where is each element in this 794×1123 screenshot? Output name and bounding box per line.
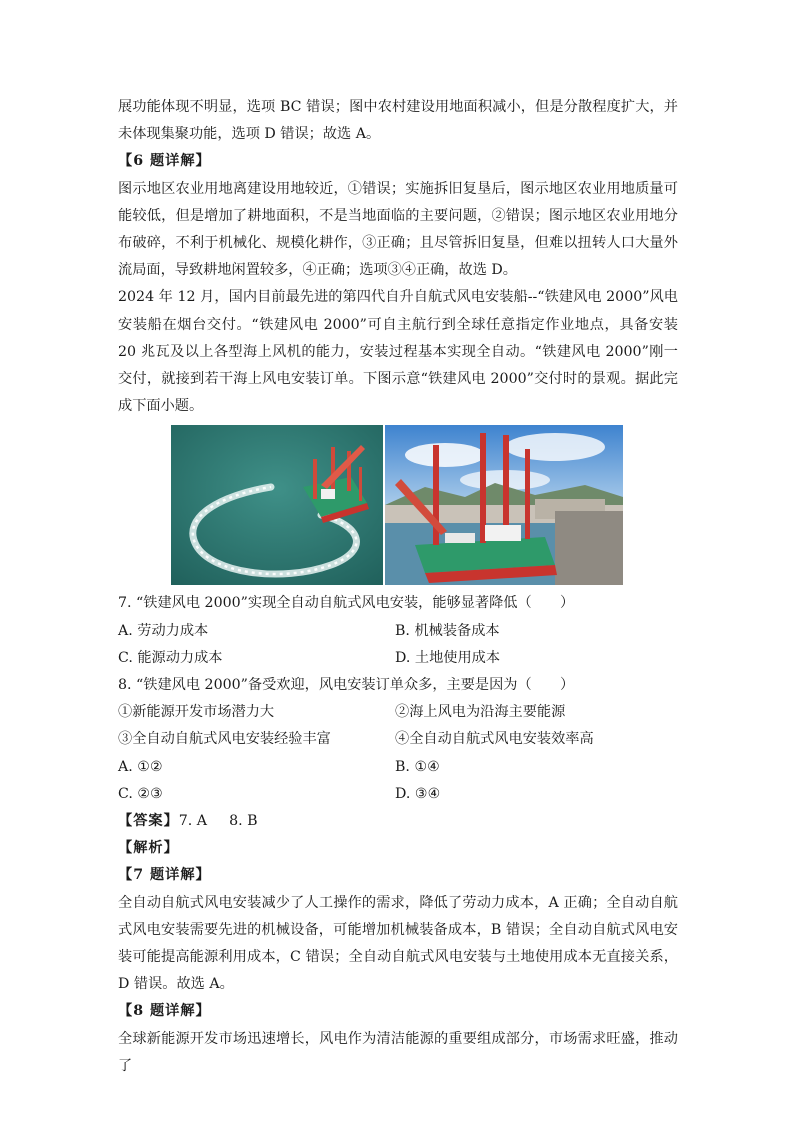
- q7-option-b: B. 机械装备成本: [395, 622, 500, 639]
- q7-option-c: C. 能源动力成本: [118, 649, 223, 666]
- heading-q6-detail: 【6 题详解】: [118, 153, 211, 170]
- q8-option-a: A. ①②: [118, 758, 163, 775]
- q8-statement-1: ①新能源开发市场潜力大: [118, 704, 275, 721]
- question-8-statements-row-2: [118, 726, 678, 753]
- q8-statement-3: ③全自动自航式风电安装经验丰富: [118, 731, 331, 748]
- paragraph-continuation: 展功能体现不明显，选项 BC 错误；图中农村建设用地面积减小，但是分散程度扩大，并未体现集聚功能，选项 D 错误；故选 A。: [118, 99, 678, 143]
- question-8-statements-row-1: [118, 699, 678, 726]
- question-7-options-row-2: [118, 645, 678, 672]
- answer-line: [118, 808, 678, 835]
- q8-option-c: C. ②③: [118, 785, 163, 802]
- heading-q7-detail: 【7 题详解】: [118, 867, 211, 884]
- answer-7: 7. A: [178, 813, 208, 830]
- question-8-stem: 8. “铁建风电 2000”备受欢迎，风电安装订单众多，主要是因为（ ）: [118, 677, 575, 694]
- paragraph-q7-detail: 全自动自航式风电安装减少了人工操作的需求，降低了劳动力成本，A 正确；全自动自航式风电安装需要先进的机械设备，可能增加机械装备成本，B 错误；全自动自航式风电安装可能提高能源利用成本，C 错误；全自动自航式风电安装与土地使用成本无直接关系，D 错误。故选 A。: [118, 894, 678, 993]
- paragraph-intro: 2024 年 12 月，国内目前最先进的第四代自升自航式风电安装船--“铁建风电 2000”风电安装船在烟台交付。“铁建风电 2000”可自主航行到全球任意指定作业地点，具备安装 20 兆瓦及以上各型海上风机的能力，安装过程基本实现全自动。“铁建风电 2000”刚一交付，就接到若干海上风电安装订单。下图示意“铁建风电 2000”交付时的景观。据此完成下面小题。: [118, 289, 678, 415]
- answer-label: 【答案】: [118, 813, 179, 830]
- question-7-options-row-1: [118, 618, 678, 645]
- paragraph-q6-detail: 图示地区农业用地离建设用地较近，①错误；实施拆旧复垦后，图示地区农业用地质量可能较低，但是增加了耕地面积，不是当地面临的主要问题，②错误；图示地区农业用地分布破碎，不利于机械化、规模化耕作，③正确；且尽管拆旧复垦，但难以扭转人口大量外流局面，导致耕地闲置较多，④正确；选项③④正确，故选 D。: [118, 180, 678, 279]
- q8-option-b: B. ①④: [395, 758, 440, 775]
- answer-8: 8. B: [229, 813, 258, 830]
- q7-option-d: D. 土地使用成本: [395, 649, 501, 666]
- page-content: [118, 94, 678, 1080]
- q8-statement-4: ④全自动自航式风电安装效率高: [395, 731, 594, 748]
- q8-statement-2: ②海上风电为沿海主要能源: [395, 704, 566, 721]
- photo-aerial-ship-at-sea: [171, 425, 383, 585]
- q8-option-d: D. ③④: [395, 785, 441, 802]
- analysis-label: 【解析】: [118, 840, 179, 857]
- heading-q8-detail: 【8 题详解】: [118, 1003, 211, 1020]
- photo-ship-in-port: [385, 425, 623, 585]
- q7-option-a: A. 劳动力成本: [118, 622, 209, 639]
- question-7-stem: 7. “铁建风电 2000”实现全自动自航式风电安装，能够显著降低（ ）: [118, 595, 575, 612]
- question-8-options-row-1: [118, 754, 678, 781]
- paragraph-q8-detail: 全球新能源开发市场迅速增长，风电作为清洁能源的重要组成部分，市场需求旺盛，推动了: [118, 1030, 678, 1074]
- question-8-options-row-2: [118, 781, 678, 808]
- figure-ship-photos: [171, 425, 623, 585]
